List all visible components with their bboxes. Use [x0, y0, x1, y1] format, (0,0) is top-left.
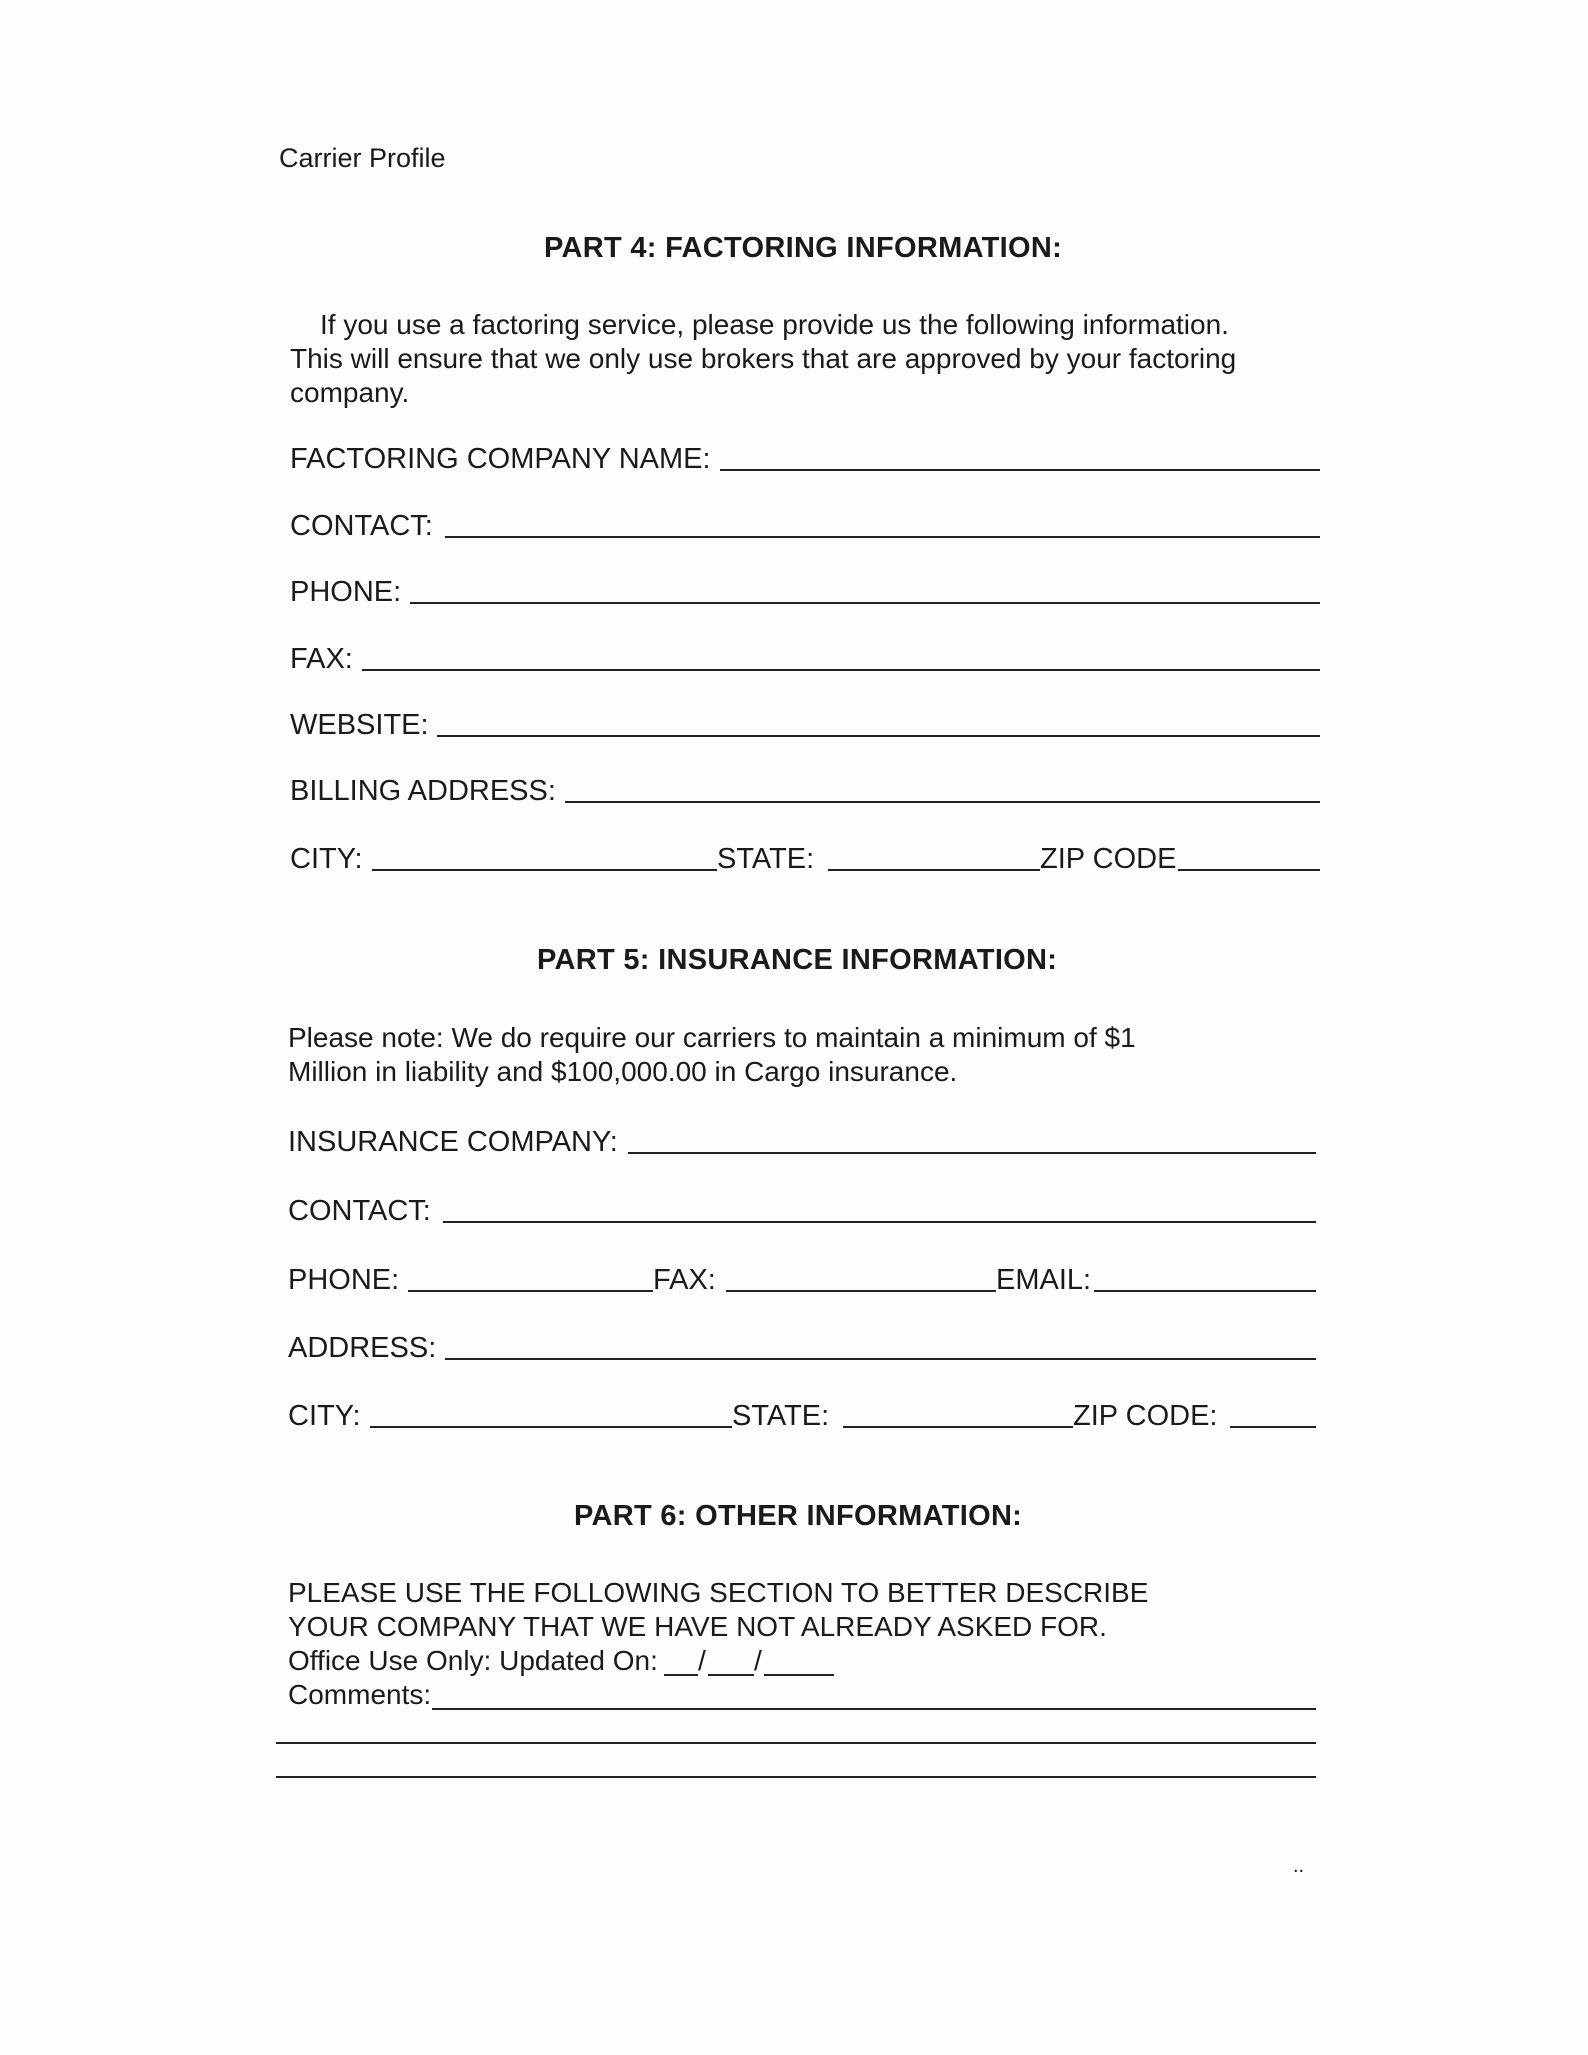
insurance-fax-field[interactable]: [726, 1290, 996, 1292]
part4-intro-line1: If you use a factoring service, please provide us the following information.: [320, 309, 1229, 340]
factoring-billing-address-field[interactable]: [565, 801, 1320, 803]
factoring-contact-label: CONTACT:: [290, 510, 433, 542]
comments-line-3[interactable]: [276, 1776, 1316, 1778]
part5-title: PART 5: INSURANCE INFORMATION:: [537, 944, 1058, 976]
factoring-city-field[interactable]: [372, 869, 717, 871]
part6-instructions-line1: PLEASE USE THE FOLLOWING SECTION TO BETTER DESCRIBE: [288, 1577, 1149, 1608]
insurance-address-label: ADDRESS:: [288, 1332, 437, 1364]
factoring-fax-field[interactable]: [362, 669, 1320, 671]
factoring-company-name-field[interactable]: [720, 469, 1320, 471]
factoring-state-label: STATE:: [717, 843, 815, 875]
comments-label: Comments:: [288, 1679, 432, 1710]
factoring-fax-label: FAX:: [290, 643, 353, 675]
factoring-zip-field[interactable]: [1178, 869, 1320, 871]
part6-title: PART 6: OTHER INFORMATION:: [574, 1500, 1023, 1532]
part4-intro-line2: This will ensure that we only use brokers that are approved by your factoring: [290, 343, 1237, 374]
factoring-billing-address-label: BILLING ADDRESS:: [290, 775, 556, 807]
insurance-phone-field[interactable]: [408, 1290, 653, 1292]
insurance-email-field[interactable]: [1094, 1290, 1316, 1292]
comments-line-2[interactable]: [276, 1742, 1316, 1744]
factoring-company-label: FACTORING COMPANY NAME:: [290, 443, 711, 475]
factoring-city-label: CITY:: [290, 843, 363, 875]
insurance-company-label: INSURANCE COMPANY:: [288, 1126, 618, 1158]
insurance-fax-label: FAX:: [653, 1264, 716, 1296]
factoring-website-field[interactable]: [437, 735, 1320, 737]
office-use-date-separator-2: /: [754, 1645, 762, 1676]
factoring-phone-field[interactable]: [410, 602, 1320, 604]
insurance-contact-label: CONTACT:: [288, 1195, 431, 1227]
office-use-date-separator-1: /: [698, 1645, 706, 1676]
insurance-company-field[interactable]: [628, 1152, 1316, 1154]
insurance-state-field[interactable]: [843, 1426, 1073, 1428]
insurance-phone-label: PHONE:: [288, 1264, 400, 1296]
factoring-phone-label: PHONE:: [290, 576, 402, 608]
page-header-label: Carrier Profile: [279, 143, 446, 173]
part4-title: PART 4: FACTORING INFORMATION:: [544, 232, 1063, 264]
office-use-label: Office Use Only: Updated On:: [288, 1645, 658, 1676]
insurance-zip-label: ZIP CODE:: [1073, 1400, 1218, 1432]
part6-instructions-line2: YOUR COMPANY THAT WE HAVE NOT ALREADY ASKED FOR.: [288, 1611, 1107, 1642]
part5-note-line1: Please note: We do require our carriers to maintain a minimum of $1: [288, 1022, 1136, 1053]
part5-note-line2: Million in liability and $100,000.00 in Cargo insurance.: [288, 1056, 958, 1087]
insurance-state-label: STATE:: [732, 1400, 830, 1432]
insurance-zip-field[interactable]: [1230, 1426, 1316, 1428]
factoring-zip-label: ZIP CODE: [1040, 843, 1177, 875]
insurance-city-label: CITY:: [288, 1400, 361, 1432]
insurance-address-field[interactable]: [445, 1358, 1316, 1360]
office-use-day-field[interactable]: [708, 1674, 754, 1676]
comments-line-1[interactable]: [432, 1708, 1316, 1710]
factoring-website-label: WEBSITE:: [290, 709, 429, 741]
insurance-city-field[interactable]: [370, 1426, 732, 1428]
insurance-email-label: EMAIL:: [996, 1264, 1092, 1296]
part4-intro-line3: company.: [290, 377, 410, 408]
office-use-month-field[interactable]: [664, 1674, 698, 1676]
insurance-contact-field[interactable]: [443, 1221, 1316, 1223]
page-marks: ..: [1293, 1855, 1305, 1877]
office-use-year-field[interactable]: [764, 1674, 834, 1676]
factoring-contact-field[interactable]: [445, 536, 1320, 538]
factoring-state-field[interactable]: [828, 869, 1040, 871]
